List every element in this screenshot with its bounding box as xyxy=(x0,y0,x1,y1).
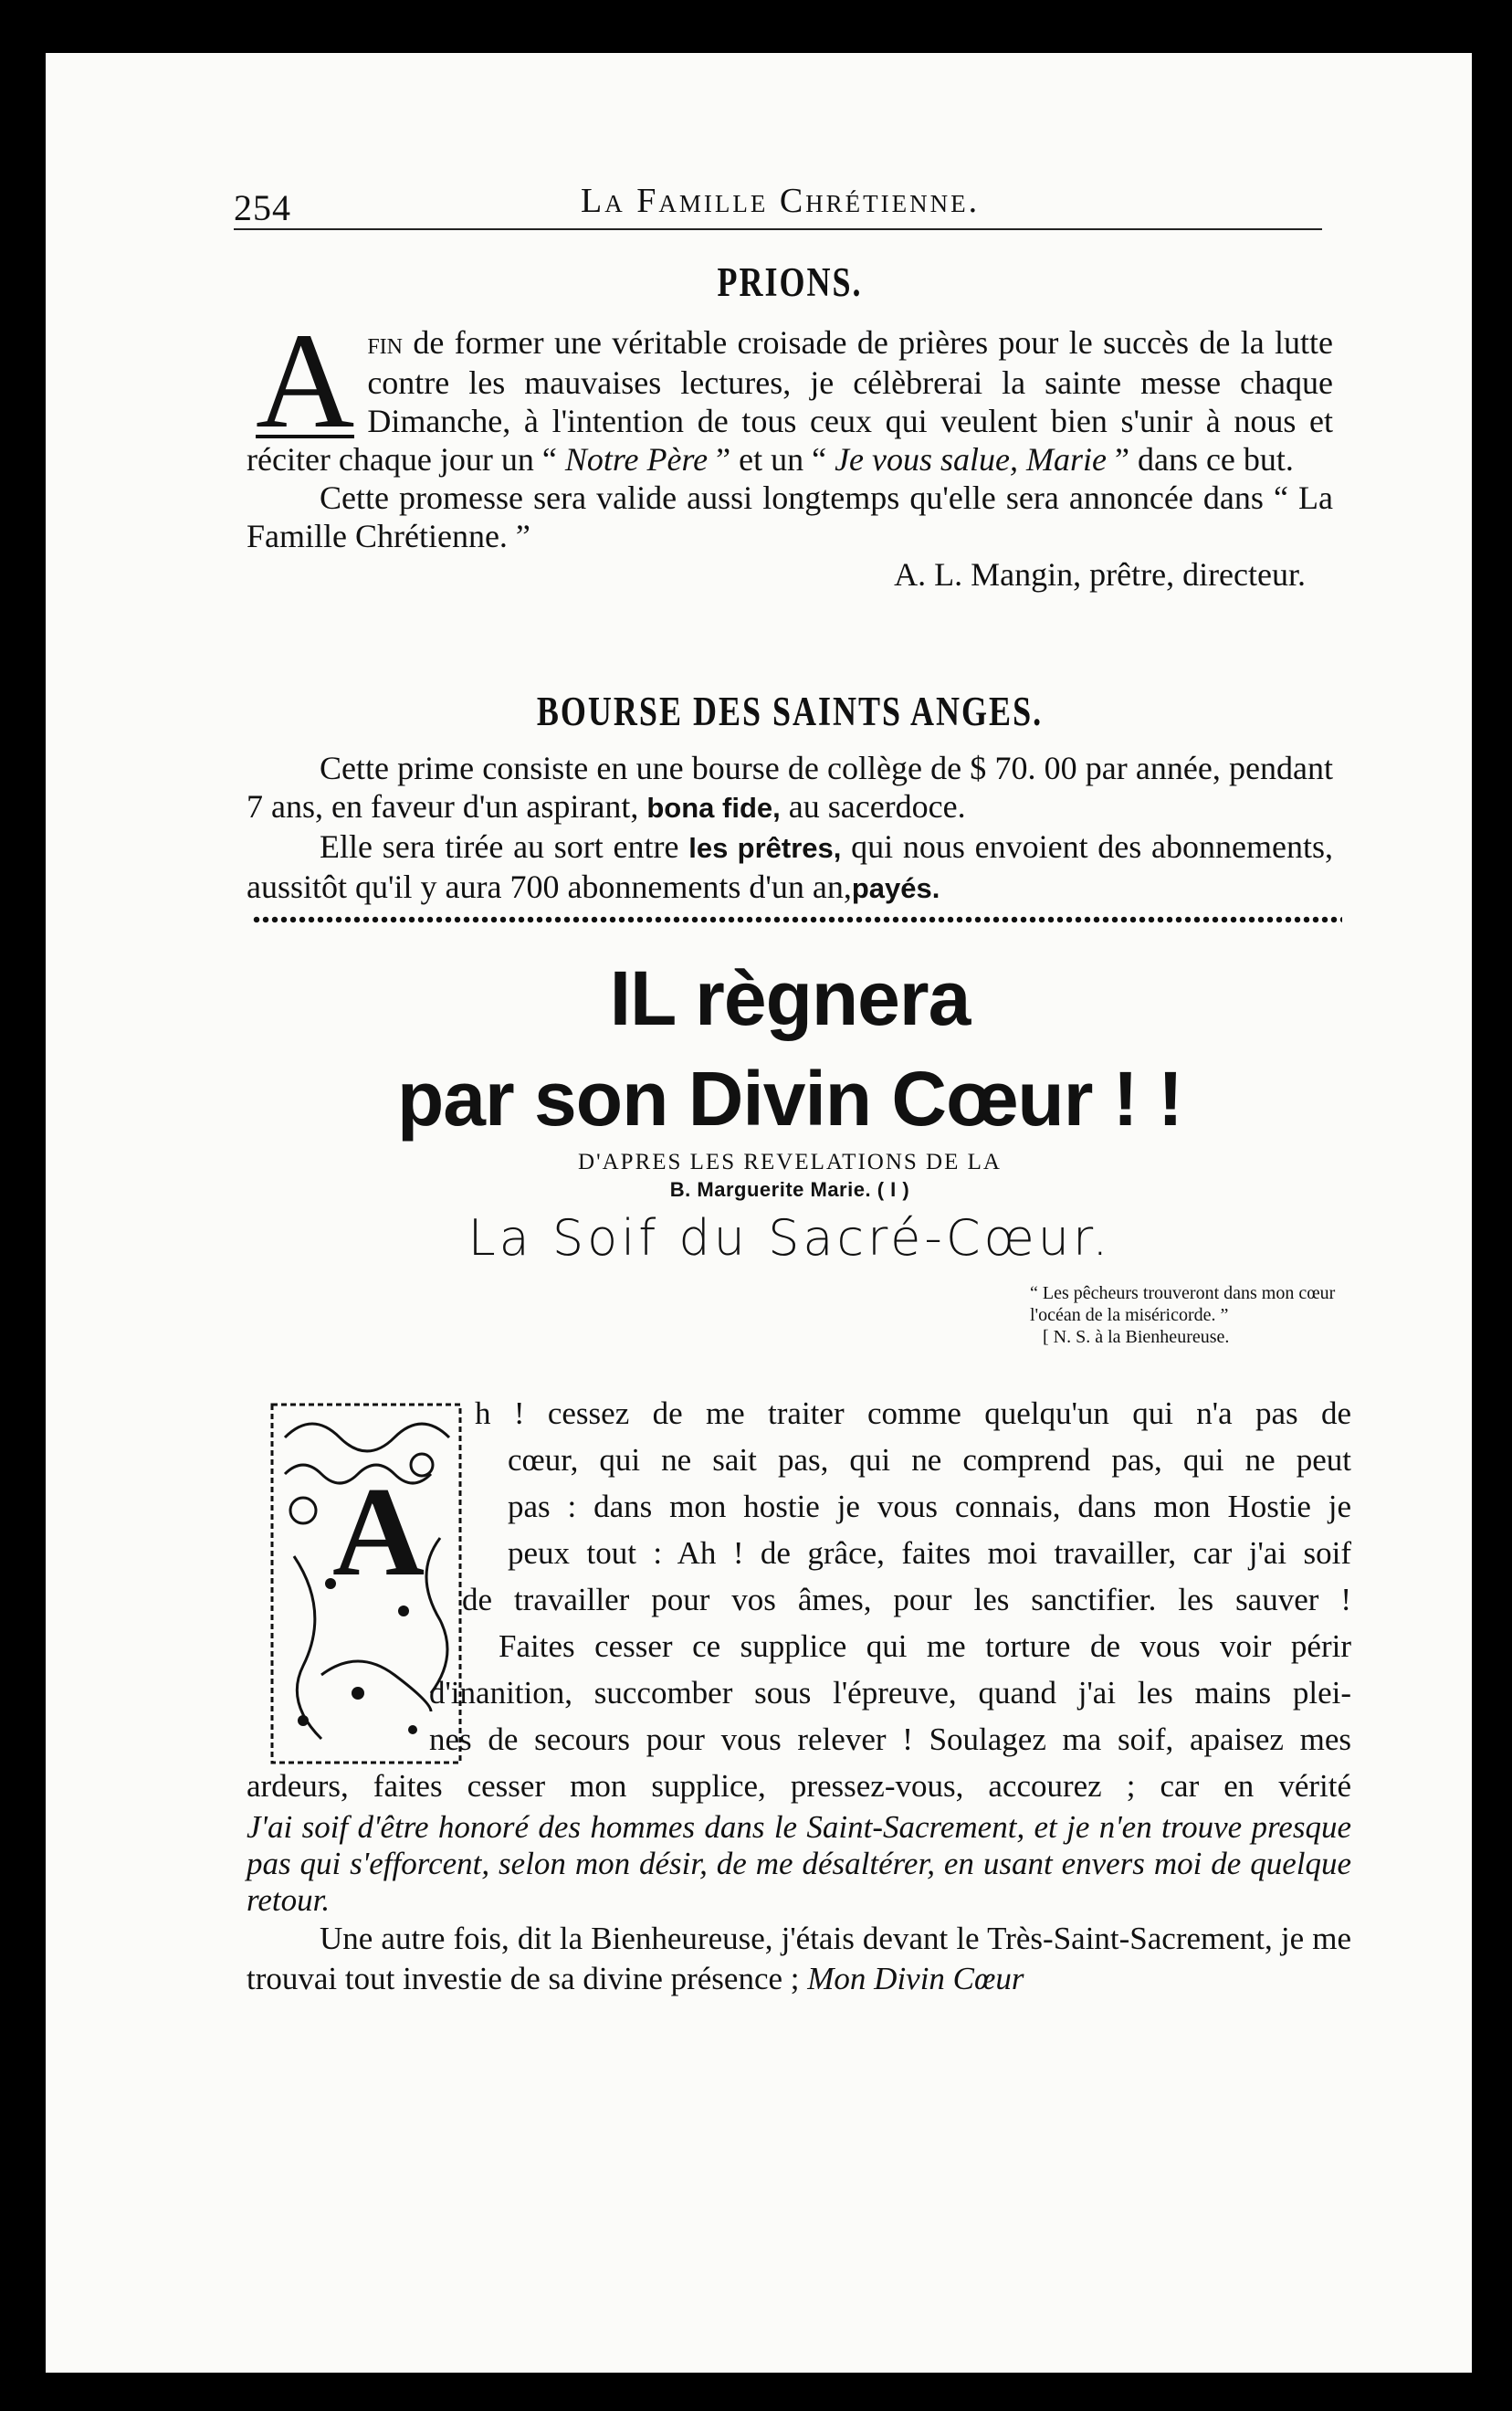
prions-text-2: ” et un “ xyxy=(708,441,835,478)
last-paragraph xyxy=(247,1919,1351,1999)
italic-quote: J'ai soif d'être honoré des hommes dans le Saint-Sacrement, et je n'en trouve presque pas qui s'efforcent, selon mon désir, de me désaltérer, en usant envers moi de quelque retour. xyxy=(247,1809,1351,1918)
subtitle-line-1: D'APRES LES REVELATIONS DE LA xyxy=(578,1150,1002,1174)
subtitle-line-2: B. Marguerite Marie. ( I ) xyxy=(669,1178,910,1201)
body-line: ardeurs, faites cesser mon supplice, pressez-vous, accourez ; car en vérité xyxy=(247,1768,1351,1804)
section-title: La Soif du Sacré-Cœur. xyxy=(467,1209,1112,1267)
prions-first-word: fin xyxy=(367,327,403,361)
body-line: pas : dans mon hostie je vous connais, dans mon Hostie je xyxy=(508,1489,1351,1524)
bourse-text-2: au sacerdoce. xyxy=(780,788,966,825)
bourse-paragraph-2 xyxy=(247,827,1333,908)
feature-subtitle xyxy=(247,1149,1333,1204)
epigraph-source: [ N. S. à la Bienheureuse. xyxy=(1043,1327,1230,1347)
last-paragraph-text: Une autre fois, dit la Bienheureuse, j'étais devant le Très-Saint-Sacrement, je me trouvai tout investie de sa divine présence ; xyxy=(247,1921,1351,1996)
je-vous-salue-text: Je vous salue, Marie xyxy=(835,441,1107,478)
header-rule xyxy=(234,228,1322,230)
running-title: La Famille Chrétienne. xyxy=(581,182,981,220)
dotted-divider xyxy=(252,915,1342,924)
prions-paragraph-1 xyxy=(247,305,1333,479)
last-paragraph-italic: Mon Divin Cœur xyxy=(807,1961,1024,1996)
feature-title-line-2: par son Divin Cœur ! ! xyxy=(397,1056,1182,1142)
bona-fide-text: bona fide, xyxy=(646,792,781,824)
body-line: cœur, qui ne sait pas, qui ne comprend pas, qui ne peut xyxy=(508,1442,1351,1478)
epigraph xyxy=(1030,1282,1349,1348)
body-line: d'inanition, succomber sous l'épreuve, quand j'ai les mains plei- xyxy=(429,1675,1351,1711)
body-line: nes de secours pour vous relever ! Soulagez ma soif, apaisez mes xyxy=(429,1721,1351,1757)
notre-pere-text: Notre Père xyxy=(564,441,709,478)
prions-text-1: de former une véritable croisade de prières pour le succès de la lutte contre les mauvaises lectures, je célèbrerai la sainte messe chaque Dimanche, à l'intention de tous ceux qui veulent bien s'unir à nous et réciter chaque jour un “ xyxy=(247,324,1333,478)
svg-text:A: A xyxy=(332,1461,425,1603)
prions-heading: PRIONS. xyxy=(717,259,863,305)
page-number: 254 xyxy=(234,187,291,228)
epigraph-quote: “ Les pêcheurs trouveront dans mon cœur l'océan de la miséricorde. ” xyxy=(1030,1283,1336,1325)
prions-text-3: ” dans ce but. xyxy=(1106,441,1294,478)
payes-text: payés. xyxy=(851,872,940,904)
bourse-text-4: qui nous envoient des abonnements, aussitôt qu'il y aura 700 abonnements d'un an, xyxy=(247,828,1333,905)
les-pretres-text: les prêtres, xyxy=(688,832,842,864)
body-line: de travailler pour vos âmes, pour les sanctifier. les sauver ! xyxy=(462,1582,1351,1617)
body-text-block xyxy=(247,1390,1351,1999)
drop-cap-letter: A xyxy=(256,305,355,457)
feature-title-line-1: IL règnera xyxy=(609,955,971,1041)
prions-section xyxy=(247,259,1333,594)
bourse-paragraph-1 xyxy=(247,749,1333,827)
feature-title xyxy=(247,948,1333,1149)
bourse-section xyxy=(247,689,1333,908)
page-header xyxy=(234,174,1322,237)
bourse-heading: BOURSE DES SAINTS ANGES. xyxy=(536,689,1044,734)
bourse-text-1: Cette prime consiste en une bourse de collège de $ 70. 00 par année, pendant 7 ans, en faveur d'un aspirant, xyxy=(247,750,1333,825)
prions-paragraph-2: Cette promesse sera valide aussi longtemps qu'elle sera annoncée dans “ La Famille Chrétienne. ” xyxy=(247,479,1333,554)
body-line: h ! cessez de me traiter comme quelqu'un qui n'a pas de xyxy=(475,1395,1351,1431)
body-line: peux tout : Ah ! de grâce, faites moi travailler, car j'ai soif xyxy=(508,1535,1351,1571)
prions-signature: A. L. Mangin, prêtre, directeur. xyxy=(894,556,1306,593)
bourse-text-3: Elle sera tirée au sort entre xyxy=(320,828,689,865)
body-line: Faites cesser ce supplice qui me torture de vous voir périr xyxy=(499,1628,1351,1664)
